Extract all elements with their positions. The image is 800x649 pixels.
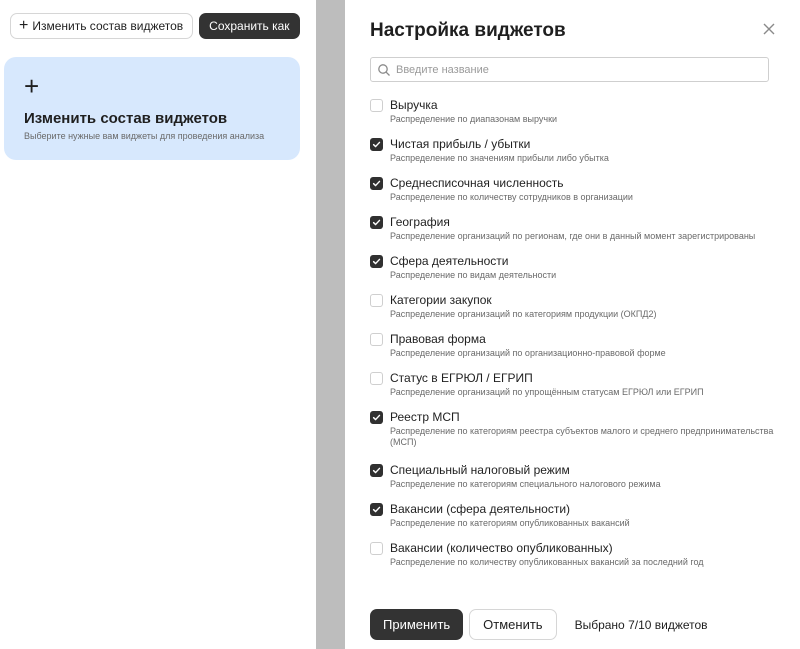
edit-widgets-button[interactable]	[10, 13, 193, 39]
widget-item[interactable]	[370, 98, 775, 125]
checkmark-icon	[372, 179, 381, 188]
widget-description: Распределение по категориям специального налогового режима	[390, 479, 661, 489]
widget-settings-drawer	[345, 0, 800, 649]
widget-title: Специальный налоговый режим	[390, 463, 570, 477]
widget-text	[390, 254, 775, 281]
widget-description: Распределение по категориям опубликованных вакансий	[390, 518, 630, 528]
widget-text	[390, 215, 775, 242]
widget-text	[390, 137, 775, 164]
widget-checkbox[interactable]	[370, 503, 383, 516]
widget-item[interactable]	[370, 215, 775, 242]
widget-title: Реестр МСП	[390, 410, 460, 424]
widget-text	[390, 332, 775, 359]
checkmark-icon	[372, 257, 381, 266]
edit-widgets-card[interactable]	[4, 57, 300, 160]
widget-description: Распределение по значениям прибыли либо убытка	[390, 153, 609, 163]
widget-item[interactable]	[370, 254, 775, 281]
widget-title: Вакансии (сфера деятельности)	[390, 502, 571, 516]
drawer-title: Настройка виджетов	[370, 20, 566, 41]
apply-button[interactable]: Применить	[370, 609, 463, 640]
search-input[interactable]	[396, 64, 756, 76]
widget-text	[390, 410, 775, 448]
widget-title: География	[390, 215, 450, 229]
widget-title: Среднесписочная численность	[390, 176, 564, 190]
checkmark-icon	[372, 140, 381, 149]
widget-text	[390, 502, 775, 529]
widget-checkbox[interactable]	[370, 138, 383, 151]
widget-title: Сфера деятельности	[390, 254, 509, 268]
edit-widgets-label: Изменить состав виджетов	[32, 19, 184, 33]
search-icon	[377, 63, 391, 77]
widget-item[interactable]	[370, 332, 775, 359]
widget-checkbox[interactable]	[370, 333, 383, 346]
checkmark-icon	[372, 505, 381, 514]
widget-checkbox[interactable]	[370, 99, 383, 112]
widget-checkbox[interactable]	[370, 177, 383, 190]
widget-description: Распределение по видам деятельности	[390, 270, 557, 280]
widget-title: Правовая форма	[390, 332, 486, 346]
widget-checkbox[interactable]	[370, 411, 383, 424]
modal-overlay[interactable]	[316, 0, 345, 649]
widget-description: Распределение организаций по регионам, где они в данный момент зарегистрированы	[390, 231, 756, 241]
checkmark-icon	[372, 218, 381, 227]
widget-description: Распределение по диапазонам выручки	[390, 114, 558, 124]
widget-text	[390, 541, 775, 568]
selected-count: Выбрано 7/10 виджетов	[574, 617, 708, 632]
widget-checkbox[interactable]	[370, 294, 383, 307]
plus-icon: +	[19, 16, 29, 34]
widget-text	[390, 176, 775, 203]
close-icon[interactable]	[759, 20, 779, 40]
widget-title: Категории закупок	[390, 293, 492, 307]
toolbar	[10, 13, 300, 39]
plus-icon: +	[24, 71, 40, 101]
save-as-button[interactable]: Сохранить как	[199, 13, 299, 39]
widget-item[interactable]	[370, 371, 775, 398]
edit-widgets-card-subtitle: Выберите нужные вам виджеты для проведения анализа	[24, 131, 265, 141]
widget-text	[390, 371, 775, 398]
widget-checkbox[interactable]	[370, 464, 383, 477]
widget-item[interactable]	[370, 410, 775, 448]
widget-text	[390, 293, 775, 320]
widget-description: Распределение по количеству сотрудников в организации	[390, 192, 633, 202]
widget-item[interactable]	[370, 137, 775, 164]
widget-checkbox[interactable]	[370, 542, 383, 555]
widget-item[interactable]	[370, 541, 775, 568]
widget-title: Чистая прибыль / убытки	[390, 137, 531, 151]
widget-checkbox[interactable]	[370, 372, 383, 385]
widget-item[interactable]	[370, 176, 775, 203]
widget-title: Выручка	[390, 98, 438, 112]
widget-item[interactable]	[370, 502, 775, 529]
widget-text	[390, 98, 775, 125]
widget-description: Распределение по категориям реестра субъектов малого и среднего предпринимательства (МСП)	[390, 426, 774, 447]
widget-checkbox[interactable]	[370, 216, 383, 229]
edit-widgets-card-title: Изменить состав виджетов	[24, 110, 228, 127]
cancel-button[interactable]: Отменить	[469, 609, 556, 640]
widget-item[interactable]	[370, 293, 775, 320]
search-field[interactable]	[370, 57, 769, 82]
widget-text	[390, 463, 775, 490]
drawer-footer	[370, 609, 708, 640]
widget-title: Статус в ЕГРЮЛ / ЕГРИП	[390, 371, 533, 385]
checkmark-icon	[372, 466, 381, 475]
widget-description: Распределение организаций по категориям продукции (ОКПД2)	[390, 309, 657, 319]
widget-description: Распределение организаций по упрощённым статусам ЕГРЮЛ или ЕГРИП	[390, 387, 704, 397]
widget-title: Вакансии (количество опубликованных)	[390, 541, 613, 555]
checkmark-icon	[372, 413, 381, 422]
widget-checkbox[interactable]	[370, 255, 383, 268]
widget-description: Распределение по количеству опубликованных вакансий за последний год	[390, 557, 704, 567]
widget-item[interactable]	[370, 463, 775, 490]
widget-description: Распределение организаций по организационно-правовой форме	[390, 348, 666, 358]
